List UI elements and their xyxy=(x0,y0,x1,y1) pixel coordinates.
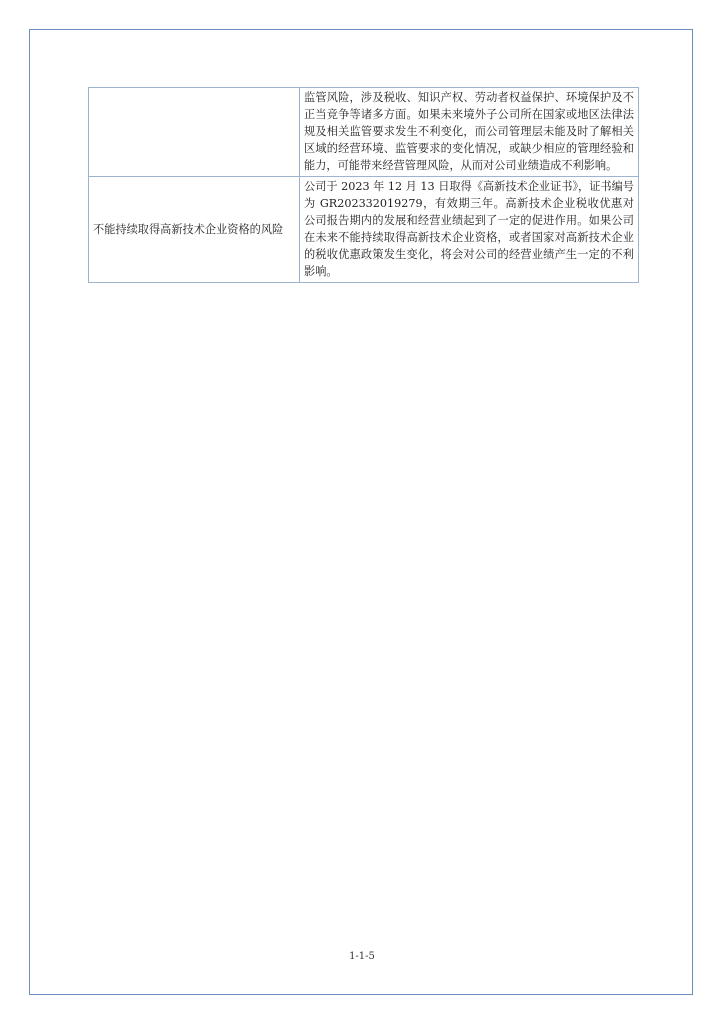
risk-description-cell: 公司于 2023 年 12 月 13 日取得《高新技术企业证书》，证书编号为 GR202332019279，有效期三年。高新技术企业税收优惠对公司报告期内的发展和经营业绩起到了一定的促进作用。如果公司在未来不能持续取得高新技术企业资格，或者国家对高新技术企业的税收优惠政策发生变化，将会对公司的经营业绩产生一定的不利影响。 xyxy=(300,177,639,283)
table-row xyxy=(89,88,639,177)
table-row xyxy=(89,177,639,283)
risk-name-cell xyxy=(89,88,300,177)
risk-description-cell: 监管风险，涉及税收、知识产权、劳动者权益保护、环境保护及不正当竞争等诸多方面。如果未来境外子公司所在国家或地区法律法规及相关监管要求发生不利变化，而公司管理层未能及时了解相关区域的经营环境、监管要求的变化情况，或缺少相应的管理经验和能力，可能带来经营管理风险，从而对公司业绩造成不利影响。 xyxy=(300,88,639,177)
risk-table xyxy=(88,87,639,283)
page-number: 1-1-5 xyxy=(349,951,375,962)
risk-name-cell: 不能持续取得高新技术企业资格的风险 xyxy=(89,177,300,283)
